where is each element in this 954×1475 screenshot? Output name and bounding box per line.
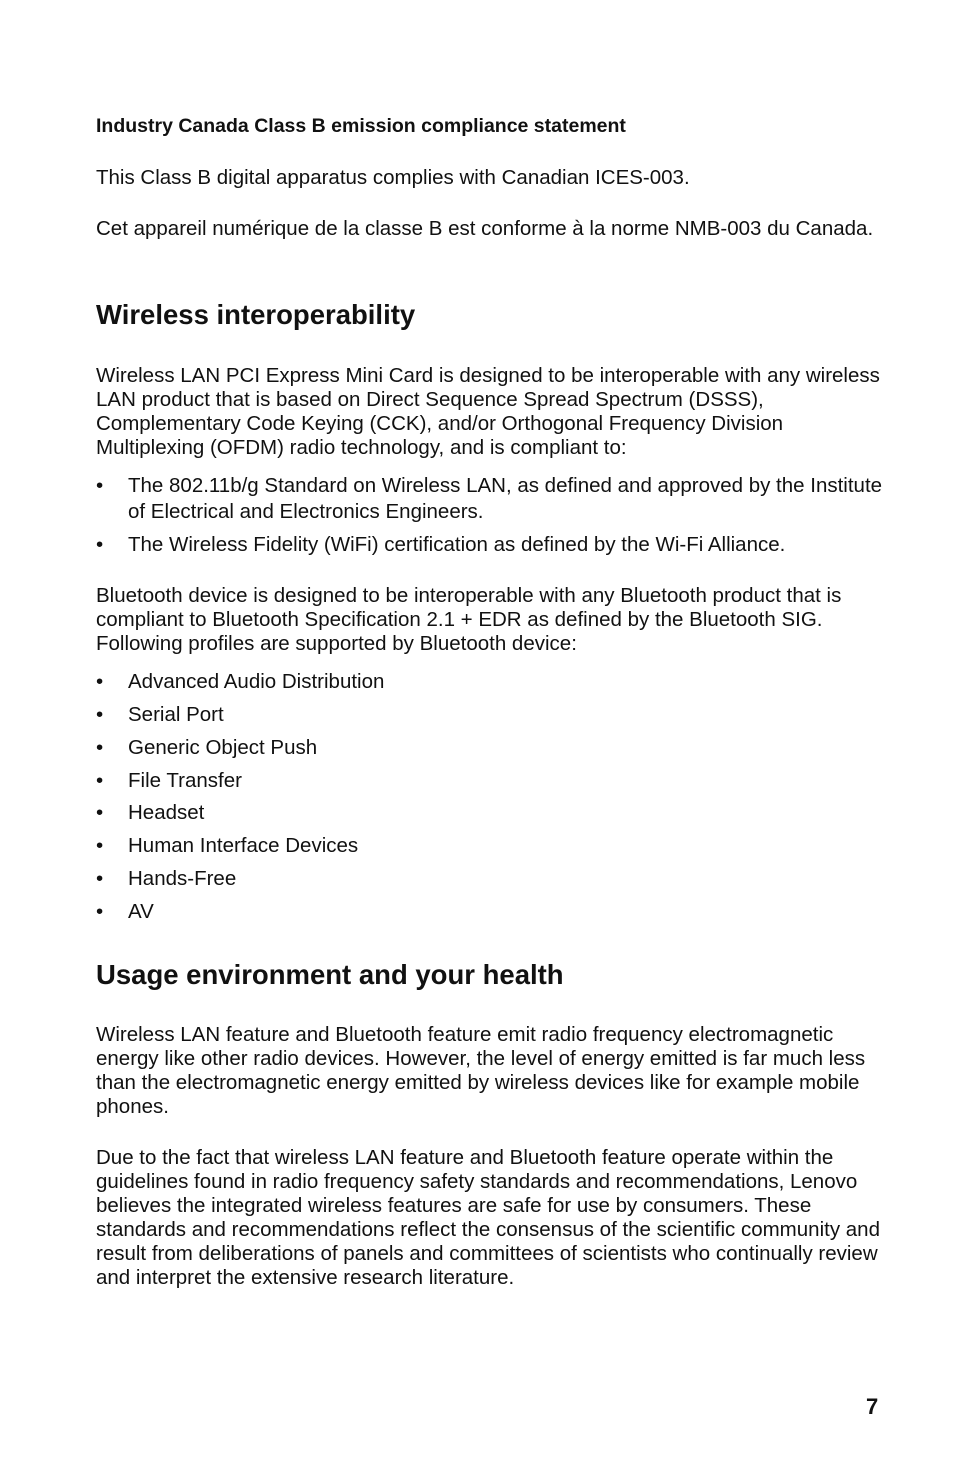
ices-statement-en: This Class B digital apparatus complies with Canadian ICES-003. [96, 166, 690, 189]
list-item-text: The Wireless Fidelity (WiFi) certification as defined by the Wi-Fi Alliance. [128, 533, 786, 556]
bluetooth-intro: Bluetooth device is designed to be interoperable with any Bluetooth product that is compliant to Bluetooth Specification 2.1 + EDR as defined by the Bluetooth SIG. Following profiles are supported by Bluetooth device: [96, 584, 842, 655]
bullet-icon: • [96, 736, 104, 759]
list-item [96, 768, 896, 794]
list-item [96, 866, 896, 892]
bullet-icon: • [96, 769, 104, 792]
bullet-icon: • [96, 533, 104, 556]
list-item [96, 899, 896, 925]
bullet-icon: • [96, 670, 104, 693]
list-item-text: Headset [128, 801, 205, 824]
industry-canada-heading: Industry Canada Class B emission compliance statement [96, 115, 626, 137]
list-item-text: AV [128, 900, 154, 923]
page-number: 7 [866, 1394, 879, 1419]
list-item-text: The 802.11b/g Standard on Wireless LAN, as defined and approved by the Institute of Electrical and Electronics Engineers. [128, 474, 883, 523]
bullet-icon: • [96, 900, 104, 923]
usage-environment-heading: Usage environment and your health [96, 959, 564, 990]
bullet-icon: • [96, 703, 104, 726]
usage-paragraph-2: Due to the fact that wireless LAN feature and Bluetooth feature operate within the guidelines found in radio frequency safety standards and recommendations, Lenovo believes the integrated wireless features are safe for use by consumers. These standards and recommendations reflect the consensus of the scientific community and result from deliberations of panels and committees of scientists who continually review and interpret the extensive research literature. [96, 1146, 880, 1289]
list-item [96, 473, 896, 525]
list-item [96, 669, 896, 695]
list-item [96, 702, 896, 728]
list-item-text: Advanced Audio Distribution [128, 670, 385, 693]
list-item-text: File Transfer [128, 769, 242, 792]
list-item-text: Human Interface Devices [128, 834, 359, 857]
list-item [96, 800, 896, 826]
list-item [96, 532, 896, 558]
bullet-icon: • [96, 801, 104, 824]
bullet-icon: • [96, 474, 104, 497]
list-item-text: Hands-Free [128, 867, 237, 890]
nmb-statement-fr: Cet appareil numérique de la classe B est conforme à la norme NMB-003 du Canada. [96, 217, 874, 240]
list-item-text: Serial Port [128, 703, 224, 726]
bullet-icon: • [96, 867, 104, 890]
list-item [96, 833, 896, 859]
usage-paragraph-1: Wireless LAN feature and Bluetooth feature emit radio frequency electromagnetic energy like other radio devices. However, the level of energy emitted is far much less than the electromagnetic energy emitted by wireless devices like for example mobile phones. [96, 1023, 866, 1118]
list-item-text: Generic Object Push [128, 736, 318, 759]
wireless-interoperability-heading: Wireless interoperability [96, 299, 416, 330]
bullet-icon: • [96, 834, 104, 857]
wireless-lan-intro: Wireless LAN PCI Express Mini Card is designed to be interoperable with any wireless LAN product that is based on Direct Sequence Spread Spectrum (DSSS), Complementary Code Keying (CCK), and/or Orthogonal Frequency Division Multiplexing (OFDM) radio technology, and is compliant to: [96, 364, 880, 459]
list-item [96, 735, 896, 761]
